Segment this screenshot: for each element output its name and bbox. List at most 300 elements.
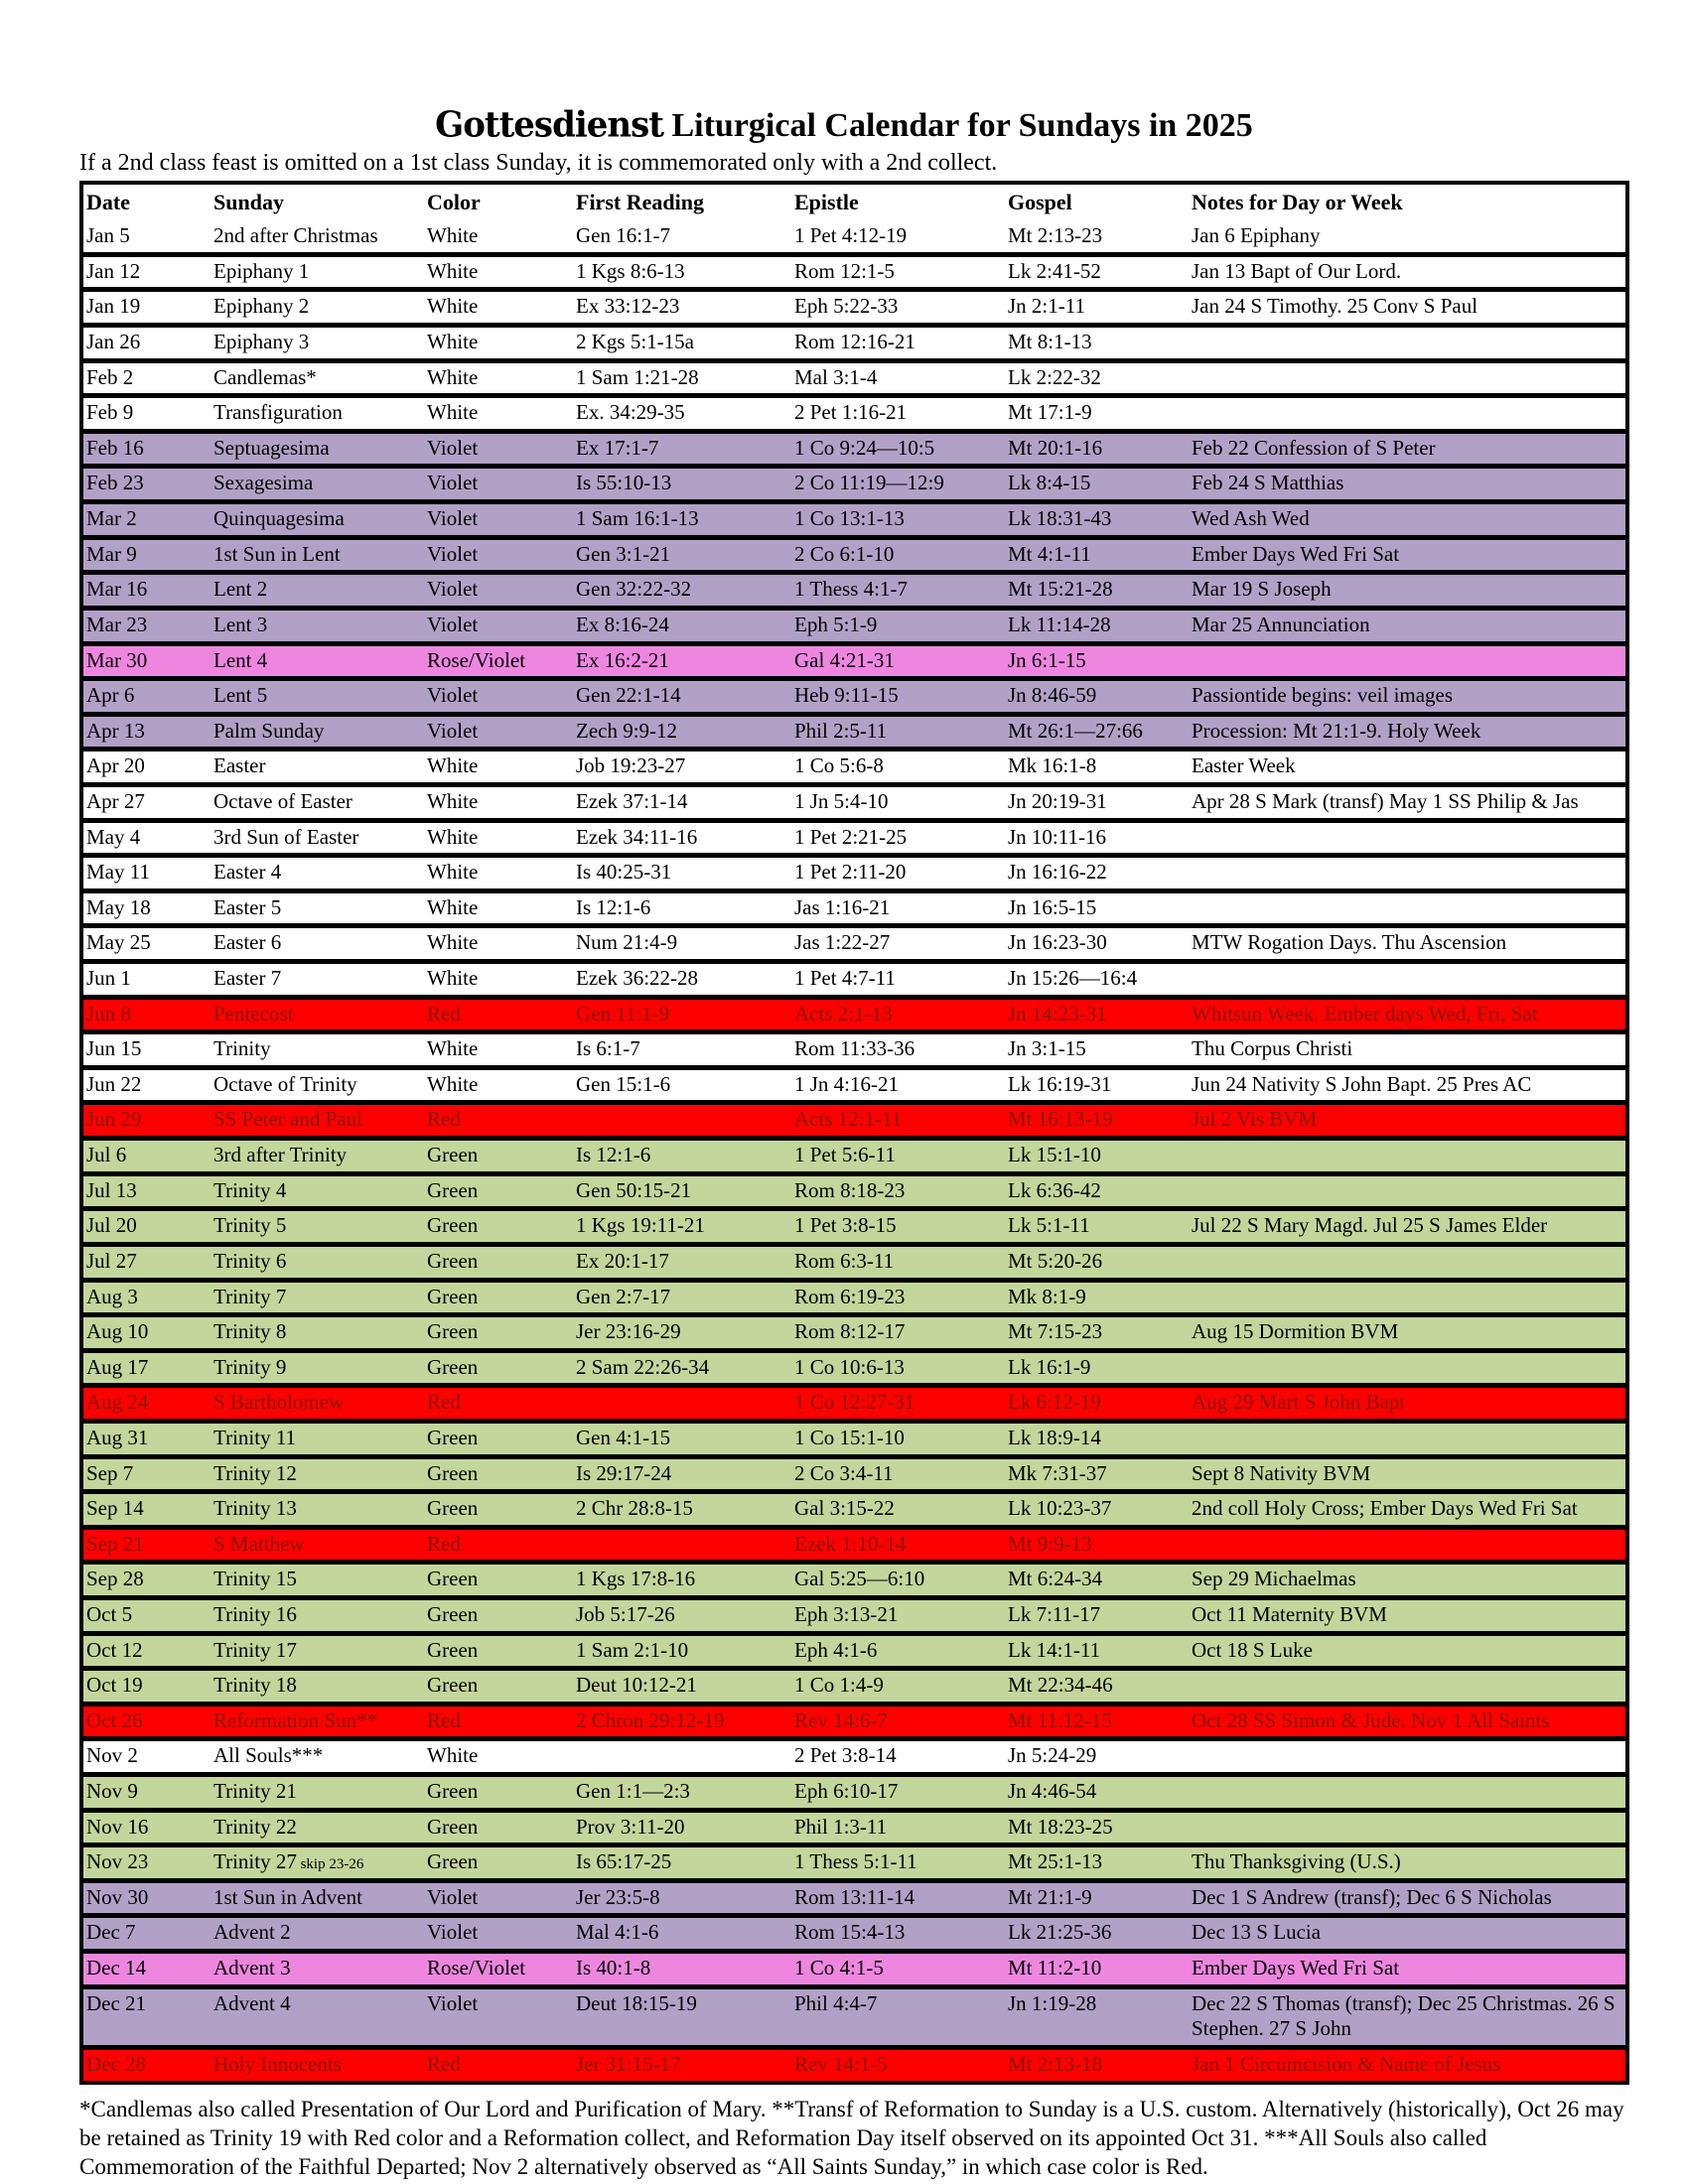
cell-notes: Mar 19 S Joseph — [1192, 577, 1332, 602]
calendar-row — [81, 396, 1627, 432]
cell-first-reading: Ex 16:2-21 — [576, 647, 669, 672]
cell-epistle: Ezek 1:10-14 — [794, 1531, 907, 1556]
cell-epistle: 2 Pet 1:16-21 — [794, 400, 908, 425]
cell-gospel: Lk 16:19-31 — [1008, 1071, 1112, 1096]
calendar-row — [81, 1597, 1627, 1633]
cell-color: Violet — [427, 1990, 479, 2015]
cell-first-reading: Ex 8:16-24 — [576, 612, 669, 636]
cell-notes: MTW Rogation Days. Thu Ascension — [1192, 930, 1507, 955]
cell-epistle: Rom 11:33-36 — [794, 1036, 915, 1061]
cell-date: Aug 31 — [86, 1425, 149, 1449]
calendar-row — [81, 750, 1627, 785]
cell-notes: Thu Thanksgiving (U.S.) — [1192, 1849, 1401, 1874]
cell-epistle: 1 Pet 2:21-25 — [794, 824, 908, 849]
cell-epistle: Phil 4:4-7 — [794, 1990, 878, 2015]
cell-gospel: Lk 2:22-32 — [1008, 364, 1101, 389]
col-header-color: Color — [427, 190, 481, 215]
cell-date: Aug 3 — [86, 1284, 138, 1308]
cell-date: Jun 1 — [86, 966, 131, 991]
cell-color: Violet — [427, 577, 479, 602]
cell-date: Dec 21 — [86, 1990, 147, 2015]
calendar-row — [81, 1952, 1627, 1987]
cell-sunday: All Souls*** — [213, 1743, 324, 1768]
cell-date: Apr 13 — [86, 718, 145, 743]
cell-sunday: Trinity 6 — [213, 1248, 287, 1273]
cell-sunday: Easter 5 — [213, 894, 282, 919]
cell-notes — [1189, 1350, 1627, 1386]
cell-epistle: Phil 2:5-11 — [794, 718, 888, 743]
cell-notes — [1189, 962, 1627, 998]
cell-notes — [1189, 1421, 1627, 1456]
cell-date: Jun 15 — [86, 1036, 142, 1061]
cell-color: Green — [427, 1637, 479, 1662]
cell-first-reading: Ezek 34:11-16 — [576, 824, 698, 849]
cell-gospel: Lk 21:25-36 — [1008, 1920, 1112, 1945]
cell-date: May 18 — [86, 894, 151, 919]
cell-sunday: Epiphany 3 — [213, 330, 310, 354]
cell-first-reading: 2 Chron 29:12-19 — [576, 1707, 725, 1732]
cell-epistle: Eph 5:22-33 — [794, 294, 899, 319]
cell-color: White — [427, 753, 479, 778]
cell-first-reading: Gen 22:1-14 — [576, 683, 681, 708]
cell-first-reading: Ex. 34:29-35 — [576, 400, 685, 425]
calendar-row — [81, 1810, 1627, 1845]
cell-date: Mar 16 — [86, 577, 148, 602]
cell-color: Green — [427, 1460, 479, 1485]
cell-notes: Mar 25 Annunciation — [1192, 612, 1370, 636]
cell-first-reading: Is 40:1-8 — [576, 1956, 651, 1980]
cell-sunday: Transfiguration — [213, 400, 343, 425]
cell-color: Green — [427, 1248, 479, 1273]
cell-date: Aug 17 — [86, 1354, 149, 1379]
cell-date: Sep 7 — [86, 1460, 134, 1485]
cell-epistle: Rev 14:6-7 — [794, 1707, 888, 1732]
calendar-row — [81, 1916, 1627, 1952]
cell-color: Rose/Violet — [427, 1956, 526, 1980]
cell-date: Sep 28 — [86, 1567, 144, 1591]
page-title — [0, 103, 1688, 146]
cell-date: Nov 16 — [86, 1814, 149, 1839]
cell-first-reading: Is 55:10-13 — [576, 471, 672, 495]
cell-gospel: Jn 10:11-16 — [1008, 824, 1106, 849]
cell-color: Green — [427, 1779, 479, 1804]
cell-first-reading: 1 Kgs 8:6-13 — [576, 258, 685, 283]
cell-gospel: Mt 8:1-13 — [1008, 330, 1092, 354]
calendar-row — [81, 1492, 1627, 1528]
cell-notes: Feb 24 S Matthias — [1192, 471, 1344, 495]
calendar-row — [81, 1986, 1627, 2047]
cell-epistle: Gal 4:21-31 — [794, 647, 895, 672]
cell-gospel: Jn 2:1-11 — [1008, 294, 1085, 319]
cell-notes — [1189, 396, 1627, 432]
cell-date: Dec 14 — [86, 1956, 147, 1980]
cell-epistle: 1 Co 4:1-5 — [794, 1956, 884, 1980]
cell-first-reading: 1 Kgs 17:8-16 — [576, 1567, 696, 1591]
cell-notes — [1189, 820, 1627, 856]
calendar-row — [81, 221, 1627, 254]
cell-epistle: Rom 8:18-23 — [794, 1177, 906, 1202]
cell-sunday: Advent 3 — [213, 1956, 291, 1980]
cell-gospel: Lk 8:4-15 — [1008, 471, 1091, 495]
cell-sunday: Trinity 7 — [213, 1284, 287, 1308]
cell-gospel: Lk 18:31-43 — [1008, 506, 1112, 531]
cell-sunday: Easter 4 — [213, 860, 282, 885]
calendar-row — [81, 1032, 1627, 1068]
cell-color: Red — [427, 2051, 461, 2076]
cell-sunday: Trinity 12 — [213, 1460, 297, 1485]
cell-gospel: Lk 15:1-10 — [1008, 1143, 1101, 1167]
cell-notes — [1189, 643, 1627, 679]
cell-notes — [1189, 1527, 1627, 1563]
cell-color: Red — [427, 1001, 461, 1025]
cell-color: White — [427, 930, 479, 955]
cell-first-reading: Job 5:17-26 — [576, 1601, 675, 1626]
cell-epistle: Heb 9:11-15 — [794, 683, 899, 708]
cell-gospel: Mt 7:15-23 — [1008, 1319, 1103, 1344]
cell-color: White — [427, 860, 479, 885]
cell-date: Mar 2 — [86, 506, 137, 531]
calendar-row — [81, 1139, 1627, 1174]
cell-notes: Oct 28 SS Simon & Jude. Nov 1 All Saints — [1192, 1707, 1550, 1732]
cell-gospel: Mt 9:9-13 — [1008, 1531, 1092, 1556]
cell-first-reading — [573, 1103, 791, 1139]
cell-sunday: Trinity 13 — [213, 1496, 297, 1521]
cell-notes: 2nd coll Holy Cross; Ember Days Wed Fri Sat — [1192, 1496, 1578, 1521]
calendar-row — [81, 1563, 1627, 1598]
cell-sunday: Trinity 5 — [213, 1213, 287, 1238]
cell-notes: Procession: Mt 21:1-9. Holy Week — [1192, 718, 1481, 743]
cell-color: White — [427, 364, 479, 389]
cell-date: Aug 10 — [86, 1319, 149, 1344]
cell-color: White — [427, 258, 479, 283]
cell-first-reading: Job 19:23-27 — [576, 753, 686, 778]
cell-notes: Whitsun Week. Ember days Wed, Fri, Sat — [1192, 1001, 1538, 1025]
cell-notes — [1189, 1810, 1627, 1845]
calendar-row — [81, 784, 1627, 820]
cell-color: Green — [427, 1814, 479, 1839]
cell-gospel: Mk 7:31-37 — [1008, 1460, 1107, 1485]
cell-date: May 11 — [86, 860, 150, 885]
cell-date: Dec 28 — [86, 2051, 147, 2076]
cell-date: Nov 30 — [86, 1884, 149, 1909]
calendar-row — [81, 1350, 1627, 1386]
cell-date: Feb 16 — [86, 435, 144, 460]
cell-gospel: Mt 2:13-18 — [1008, 2051, 1103, 2076]
calendar-row — [81, 1173, 1627, 1209]
cell-color: White — [427, 894, 479, 919]
cell-epistle: 1 Co 9:24—10:5 — [794, 435, 935, 460]
cell-gospel: Jn 5:24-29 — [1008, 1743, 1097, 1768]
cell-sunday: Advent 4 — [213, 1990, 291, 2015]
cell-epistle: Phil 1:3-11 — [794, 1814, 888, 1839]
cell-date: Nov 9 — [86, 1779, 138, 1804]
cell-epistle: Rev 14:1-5 — [794, 2051, 888, 2076]
cell-color: White — [427, 824, 479, 849]
cell-date: Oct 19 — [86, 1673, 143, 1698]
cell-gospel: Jn 16:16-22 — [1008, 860, 1107, 885]
cell-notes — [1189, 1139, 1627, 1174]
cell-color: Violet — [427, 471, 479, 495]
cell-gospel: Jn 8:46-59 — [1008, 683, 1097, 708]
cell-epistle: 1 Pet 2:11-20 — [794, 860, 907, 885]
calendar-row — [81, 1633, 1627, 1669]
calendar-row — [81, 643, 1627, 679]
cell-date: Jul 27 — [86, 1248, 137, 1273]
cell-sunday: Quinquagesima — [213, 506, 345, 531]
cell-gospel: Lk 10:23-37 — [1008, 1496, 1112, 1521]
cell-notes — [1189, 856, 1627, 891]
cell-sunday: Trinity 9 — [213, 1354, 287, 1379]
col-header-notes: Notes for Day or Week — [1192, 190, 1403, 215]
cell-date: Oct 5 — [86, 1601, 133, 1626]
cell-date: Jan 5 — [86, 223, 130, 248]
calendar-row — [81, 1775, 1627, 1811]
cell-gospel: Mt 22:34-46 — [1008, 1673, 1113, 1698]
calendar-row — [81, 608, 1627, 643]
cell-date: Apr 27 — [86, 788, 145, 813]
cell-color: Green — [427, 1849, 479, 1874]
calendar-row — [81, 573, 1627, 609]
cell-epistle: 1 Jn 5:4-10 — [794, 788, 889, 813]
cell-color: White — [427, 223, 479, 248]
cell-gospel: Lk 11:14-28 — [1008, 612, 1111, 636]
cell-date: Jul 13 — [86, 1177, 137, 1202]
cell-first-reading: Mal 4:1-6 — [576, 1920, 659, 1945]
cell-notes — [1189, 1280, 1627, 1315]
cell-epistle: 1 Co 15:1-10 — [794, 1425, 905, 1449]
cell-gospel: Mt 16:13-19 — [1008, 1107, 1113, 1132]
cell-color: Violet — [427, 1884, 479, 1909]
calendar-row — [81, 467, 1627, 502]
cell-epistle: 2 Co 3:4-11 — [794, 1460, 894, 1485]
col-header-date: Date — [86, 190, 130, 215]
calendar-row — [81, 1386, 1627, 1422]
cell-sunday: Easter 7 — [213, 966, 282, 991]
cell-gospel: Mt 21:1-9 — [1008, 1884, 1092, 1909]
cell-gospel: Mt 20:1-16 — [1008, 435, 1103, 460]
cell-epistle: 2 Co 6:1-10 — [794, 541, 895, 566]
cell-first-reading: Is 40:25-31 — [576, 860, 672, 885]
cell-sunday: 3rd after Trinity — [213, 1143, 348, 1167]
cell-sunday: Reformation Sun** — [213, 1707, 378, 1732]
cell-first-reading: Is 12:1-6 — [576, 894, 651, 919]
cell-notes: Jan 1 Circumcision & Name of Jesus — [1192, 2051, 1501, 2076]
cell-epistle: 1 Jn 4:16-21 — [794, 1071, 899, 1096]
cell-date: Aug 24 — [86, 1390, 149, 1415]
cell-first-reading: Deut 18:15-19 — [576, 1990, 697, 2015]
cell-gospel: Jn 4:46-54 — [1008, 1779, 1097, 1804]
cell-gospel: Mt 2:13-23 — [1008, 223, 1103, 248]
cell-first-reading: Jer 23:16-29 — [576, 1319, 681, 1344]
cell-notes: Jun 24 Nativity S John Bapt. 25 Pres AC — [1192, 1071, 1532, 1096]
cell-epistle: 1 Pet 3:8-15 — [794, 1213, 897, 1238]
cell-color: Green — [427, 1496, 479, 1521]
cell-sunday: Lent 5 — [213, 683, 268, 708]
col-header-epistle: Epistle — [794, 190, 859, 215]
cell-sunday: Septuagesima — [213, 435, 330, 460]
calendar-row — [81, 254, 1627, 290]
cell-sunday: Lent 3 — [213, 612, 268, 636]
cell-gospel: Jn 6:1-15 — [1008, 647, 1086, 672]
cell-color: Violet — [427, 718, 479, 743]
cell-notes: Thu Corpus Christi — [1192, 1036, 1353, 1061]
cell-gospel: Mt 17:1-9 — [1008, 400, 1092, 425]
cell-epistle: Rom 8:12-17 — [794, 1319, 906, 1344]
cell-gospel: Jn 14:23-31 — [1008, 1001, 1107, 1025]
page-title-rest: Liturgical Calendar for Sundays in 2025 — [662, 107, 1253, 144]
cell-date: Sep 14 — [86, 1496, 144, 1521]
calendar-row — [81, 820, 1627, 856]
cell-gospel: Mk 16:1-8 — [1008, 753, 1097, 778]
cell-date: Jan 19 — [86, 294, 141, 319]
cell-color: Red — [427, 1107, 461, 1132]
cell-first-reading: Deut 10:12-21 — [576, 1673, 697, 1698]
calendar-row — [81, 431, 1627, 467]
cell-color: White — [427, 1036, 479, 1061]
cell-gospel: Mt 11:2-10 — [1008, 1956, 1102, 1980]
cell-sunday: Trinity 22 — [213, 1814, 297, 1839]
cell-date: May 4 — [86, 824, 141, 849]
cell-notes: Aug 15 Dormition BVM — [1192, 1319, 1399, 1344]
cell-date: Jun 29 — [86, 1107, 142, 1132]
cell-first-reading: Is 29:17-24 — [576, 1460, 672, 1485]
cell-first-reading: 2 Kgs 5:1-15a — [576, 330, 694, 354]
cell-first-reading: Ex 33:12-23 — [576, 294, 680, 319]
cell-date: Jun 8 — [86, 1001, 131, 1025]
cell-sunday: Trinity 21 — [213, 1779, 297, 1804]
col-header-first-reading: First Reading — [576, 190, 704, 215]
cell-epistle: 1 Co 10:6-13 — [794, 1354, 905, 1379]
cell-notes: Ember Days Wed Fri Sat — [1192, 1956, 1400, 1980]
cell-color: Green — [427, 1354, 479, 1379]
cell-color: Red — [427, 1707, 461, 1732]
cell-sunday: Advent 2 — [213, 1920, 291, 1945]
table-header-row — [81, 183, 1627, 221]
cell-notes — [1189, 1173, 1627, 1209]
cell-sunday: Trinity 17 — [213, 1637, 297, 1662]
cell-sunday: Trinity 4 — [213, 1177, 287, 1202]
cell-sunday-footnote: skip 23-26 — [296, 1856, 364, 1873]
cell-color: White — [427, 788, 479, 813]
cell-sunday: Palm Sunday — [213, 718, 325, 743]
cell-color: White — [427, 1071, 479, 1096]
cell-color: Green — [427, 1673, 479, 1698]
cell-sunday: Octave of Trinity — [213, 1071, 357, 1096]
cell-date: Jan 26 — [86, 330, 141, 354]
cell-notes — [1189, 1739, 1627, 1775]
cell-color: Green — [427, 1143, 479, 1167]
cell-gospel: Lk 6:12-19 — [1008, 1390, 1101, 1415]
cell-gospel: Jn 16:5-15 — [1008, 894, 1097, 919]
brand-wordmark: Gottesdienst — [435, 103, 663, 146]
cell-color: Green — [427, 1284, 479, 1308]
cell-color: White — [427, 1743, 479, 1768]
cell-color: Violet — [427, 506, 479, 531]
cell-gospel: Mt 6:24-34 — [1008, 1567, 1103, 1591]
cell-gospel: Jn 20:19-31 — [1008, 788, 1107, 813]
cell-date: Dec 7 — [86, 1920, 136, 1945]
cell-first-reading: Gen 50:15-21 — [576, 1177, 692, 1202]
cell-sunday: Octave of Easter — [213, 788, 352, 813]
cell-first-reading: Is 65:17-25 — [576, 1849, 672, 1874]
cell-epistle: Acts 12:1-11 — [794, 1107, 903, 1132]
cell-date: Sep 21 — [86, 1531, 144, 1556]
cell-epistle: 1 Co 1:4-9 — [794, 1673, 884, 1698]
cell-gospel: Mt 18:23-25 — [1008, 1814, 1113, 1839]
cell-notes: Jan 6 Epiphany — [1192, 223, 1321, 248]
cell-color: Green — [427, 1425, 479, 1449]
calendar-row — [81, 1315, 1627, 1351]
cell-gospel: Mt 5:20-26 — [1008, 1248, 1103, 1273]
footnote-text: *Candlemas also called Presentation of Our Lord and Purification of Mary. **Transf of Reformation to Sunday is a U.S. custom. Alternatively (historically), Oct 26 may be retained as Trinity 19 with Red color and a Reformation collect, and Reformation Day itself observed on its appointed Oct 31. ***All Souls also called Commemoration of the Faithful Departed; Nov 2 alternatively observed as “All Saints Sunday,” in which case color is Red. — [79, 2096, 1624, 2180]
cell-epistle: Gal 3:15-22 — [794, 1496, 895, 1521]
calendar-row — [81, 1880, 1627, 1916]
cell-date: May 25 — [86, 930, 151, 955]
cell-first-reading: Ezek 37:1-14 — [576, 788, 688, 813]
cell-gospel: Mt 11:12-15 — [1008, 1707, 1112, 1732]
cell-notes — [1189, 1669, 1627, 1705]
cell-color: Rose/Violet — [427, 647, 526, 672]
cell-first-reading: Ex 17:1-7 — [576, 435, 659, 460]
cell-first-reading: 2 Sam 22:26-34 — [576, 1354, 710, 1379]
cell-sunday: Pentecost — [213, 1001, 294, 1025]
liturgical-calendar-table — [79, 181, 1629, 2084]
cell-gospel: Mt 15:21-28 — [1008, 577, 1113, 602]
cell-epistle: Eph 6:10-17 — [794, 1779, 899, 1804]
cell-notes — [1189, 360, 1627, 396]
cell-sunday: Lent 2 — [213, 577, 268, 602]
cell-color: Violet — [427, 612, 479, 636]
cell-first-reading: Gen 4:1-15 — [576, 1425, 671, 1449]
cell-notes: Sept 8 Nativity BVM — [1192, 1460, 1371, 1485]
calendar-row — [81, 1244, 1627, 1280]
cell-gospel: Mt 26:1—27:66 — [1008, 718, 1143, 743]
calendar-row — [81, 1280, 1627, 1315]
cell-first-reading: Gen 3:1-21 — [576, 541, 671, 566]
cell-date: Mar 30 — [86, 647, 148, 672]
cell-epistle: Jas 1:16-21 — [794, 894, 891, 919]
cell-gospel: Mt 25:1-13 — [1008, 1849, 1103, 1874]
cell-date: Jan 12 — [86, 258, 141, 283]
cell-notes: Dec 13 S Lucia — [1192, 1920, 1322, 1945]
cell-sunday: 1st Sun in Lent — [213, 541, 341, 566]
cell-epistle: Rom 12:16-21 — [794, 330, 915, 354]
calendar-row — [81, 1067, 1627, 1103]
cell-epistle: 1 Pet 5:6-11 — [794, 1143, 896, 1167]
cell-epistle: 1 Thess 4:1-7 — [794, 577, 908, 602]
calendar-row — [81, 2047, 1627, 2082]
cell-epistle: Rom 12:1-5 — [794, 258, 895, 283]
cell-notes: Oct 11 Maternity BVM — [1192, 1601, 1387, 1626]
cell-gospel: Jn 15:26—16:4 — [1008, 966, 1138, 991]
cell-first-reading: Gen 15:1-6 — [576, 1071, 671, 1096]
cell-notes: Jan 24 S Timothy. 25 Conv S Paul — [1192, 294, 1478, 319]
calendar-row — [81, 1103, 1627, 1139]
cell-sunday: 3rd Sun of Easter — [213, 824, 359, 849]
calendar-row — [81, 326, 1627, 361]
cell-gospel: Lk 14:1-11 — [1008, 1637, 1101, 1662]
col-header-sunday: Sunday — [213, 190, 284, 215]
cell-first-reading: 1 Sam 16:1-13 — [576, 506, 699, 531]
calendar-row — [81, 1845, 1627, 1881]
calendar-row — [81, 502, 1627, 538]
cell-date: Apr 6 — [86, 683, 135, 708]
cell-epistle: Eph 4:1-6 — [794, 1637, 878, 1662]
cell-first-reading: Jer 31:15-17 — [576, 2051, 681, 2076]
cell-gospel: Lk 18:9-14 — [1008, 1425, 1101, 1449]
calendar-row — [81, 1669, 1627, 1705]
cell-first-reading: Gen 16:1-7 — [576, 223, 671, 248]
